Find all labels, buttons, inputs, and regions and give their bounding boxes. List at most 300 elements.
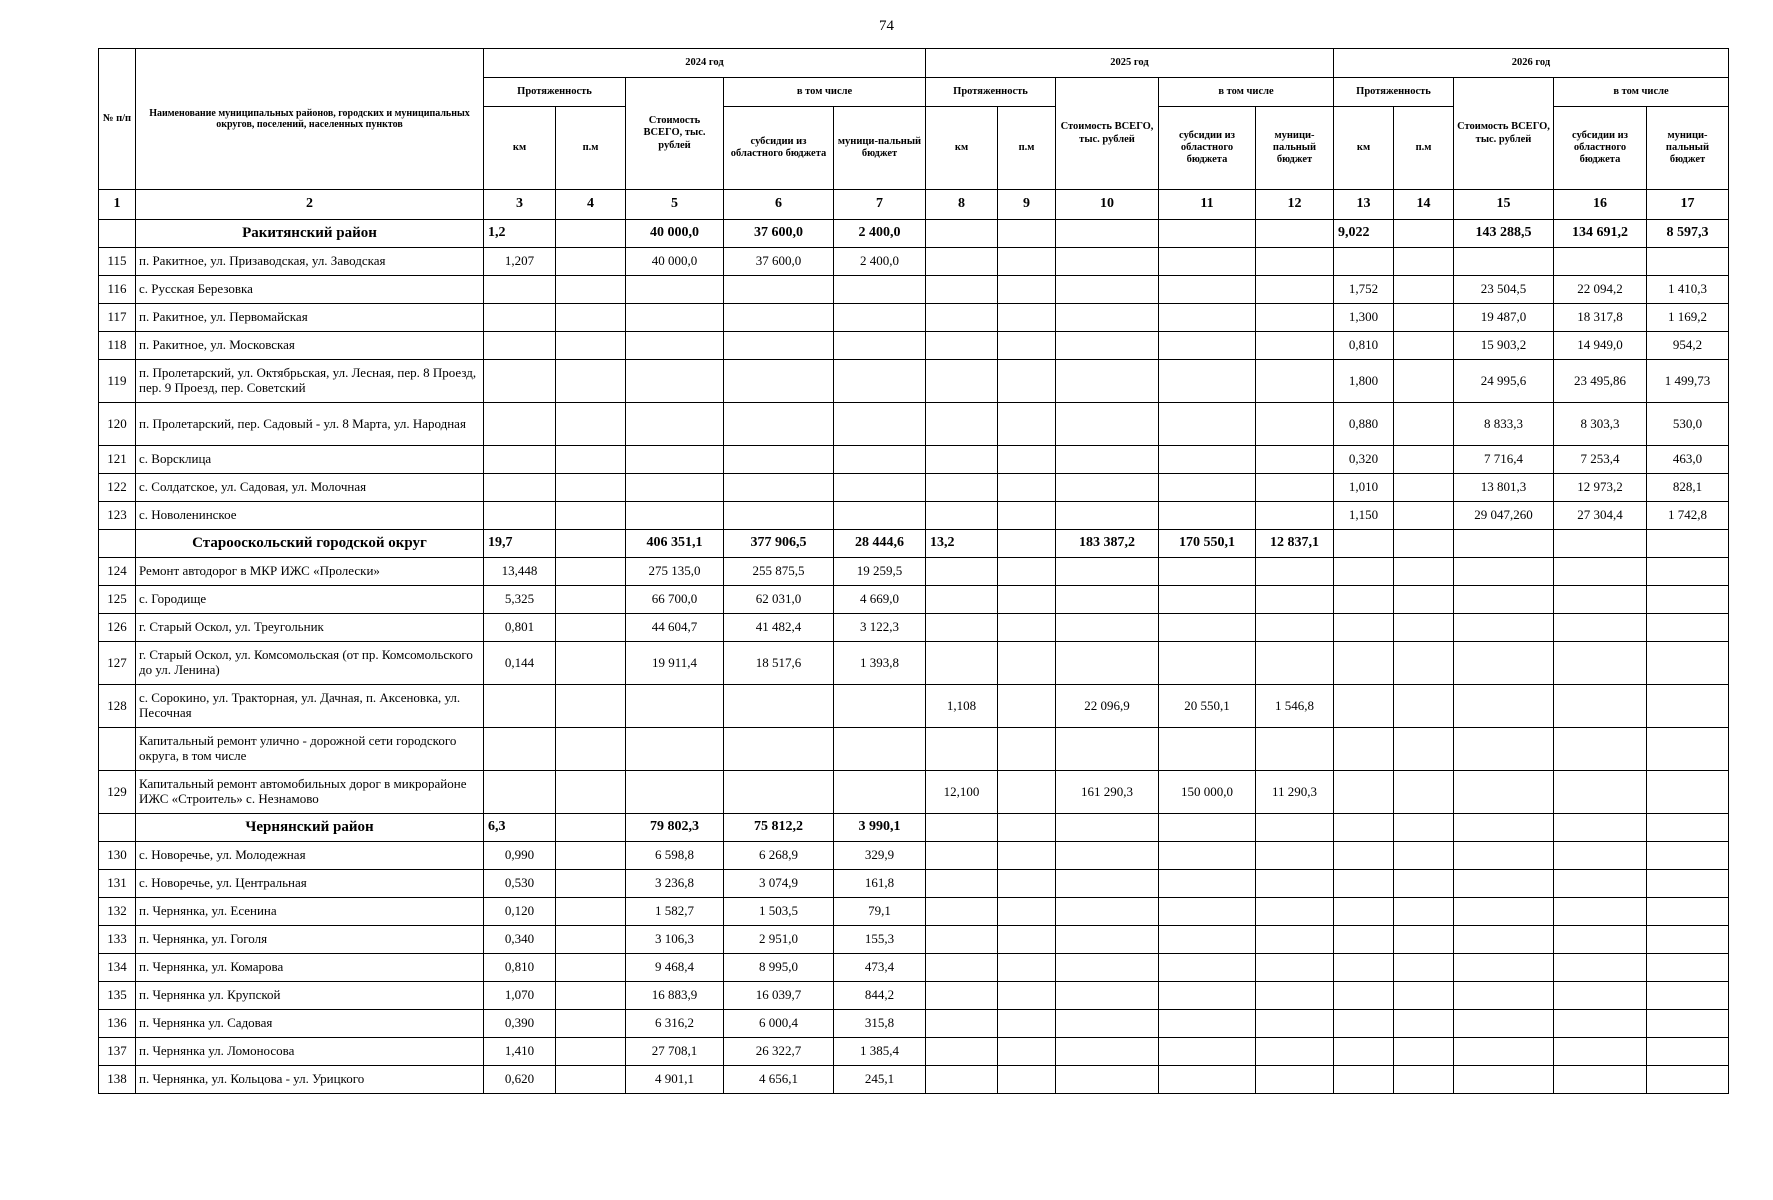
value-cell: [1256, 642, 1334, 685]
value-cell: [1256, 898, 1334, 926]
value-cell: [1056, 870, 1159, 898]
value-cell: 170 550,1: [1159, 530, 1256, 558]
table-row: [99, 954, 1729, 982]
value-cell: 1 385,4: [834, 1038, 926, 1066]
value-cell: 26 322,7: [724, 1038, 834, 1066]
value-cell: [626, 685, 724, 728]
value-cell: [1554, 558, 1647, 586]
value-cell: 8 995,0: [724, 954, 834, 982]
value-cell: [1647, 558, 1729, 586]
row-number: 122: [99, 474, 136, 502]
municipal-header: муници-пальный бюджет: [834, 107, 926, 190]
value-cell: 406 351,1: [626, 530, 724, 558]
value-cell: [484, 276, 556, 304]
value-cell: [926, 502, 998, 530]
value-cell: 1,410: [484, 1038, 556, 1066]
value-cell: 9,022: [1334, 220, 1394, 248]
value-cell: [1554, 982, 1647, 1010]
value-cell: [1159, 220, 1256, 248]
value-cell: [1394, 1038, 1454, 1066]
value-cell: [556, 1038, 626, 1066]
value-cell: 0,390: [484, 1010, 556, 1038]
value-cell: [1454, 248, 1554, 276]
value-cell: 79,1: [834, 898, 926, 926]
value-cell: [1334, 954, 1394, 982]
value-cell: 183 387,2: [1056, 530, 1159, 558]
value-cell: [1647, 814, 1729, 842]
value-cell: 44 604,7: [626, 614, 724, 642]
value-cell: [556, 502, 626, 530]
value-cell: 0,810: [484, 954, 556, 982]
row-number: 123: [99, 502, 136, 530]
length-header: Протяженность: [1334, 78, 1454, 107]
value-cell: [1647, 642, 1729, 685]
value-cell: [1334, 685, 1394, 728]
value-cell: [998, 558, 1056, 586]
value-cell: [1256, 1038, 1334, 1066]
value-cell: [834, 685, 926, 728]
value-cell: 0,801: [484, 614, 556, 642]
value-cell: [1056, 614, 1159, 642]
value-cell: [1334, 642, 1394, 685]
value-cell: [1056, 982, 1159, 1010]
table-row: [99, 360, 1729, 403]
including-header: в том числе: [724, 78, 926, 107]
column-number: 9: [998, 190, 1056, 220]
value-cell: 37 600,0: [724, 220, 834, 248]
value-cell: 161 290,3: [1056, 771, 1159, 814]
value-cell: [1056, 332, 1159, 360]
table-row: [99, 276, 1729, 304]
value-cell: [1056, 220, 1159, 248]
value-cell: [998, 814, 1056, 842]
value-cell: [1159, 276, 1256, 304]
value-cell: [998, 248, 1056, 276]
table-row: [99, 614, 1729, 642]
value-cell: 245,1: [834, 1066, 926, 1094]
location-name: Капитальный ремонт улично - дорожной сети городского округа, в том числе: [136, 728, 484, 771]
value-cell: [556, 771, 626, 814]
value-cell: 4 656,1: [724, 1066, 834, 1094]
value-cell: [1454, 954, 1554, 982]
value-cell: 13,448: [484, 558, 556, 586]
value-cell: 11 290,3: [1256, 771, 1334, 814]
value-cell: [1056, 1038, 1159, 1066]
value-cell: [1394, 360, 1454, 403]
table-row: [99, 1066, 1729, 1094]
value-cell: 155,3: [834, 926, 926, 954]
value-cell: 1 169,2: [1647, 304, 1729, 332]
value-cell: [1256, 842, 1334, 870]
value-cell: [926, 1066, 998, 1094]
value-cell: [1454, 1038, 1554, 1066]
value-cell: 5,325: [484, 586, 556, 614]
value-cell: [556, 474, 626, 502]
name-header: Наименование муниципальных районов, городских и муниципальных округов, поселений, населенных пунктов: [136, 49, 484, 190]
value-cell: 75 812,2: [724, 814, 834, 842]
value-cell: 275 135,0: [626, 558, 724, 586]
value-cell: [484, 728, 556, 771]
value-cell: [1159, 614, 1256, 642]
value-cell: [1159, 502, 1256, 530]
value-cell: 1 582,7: [626, 898, 724, 926]
value-cell: [556, 360, 626, 403]
value-cell: [724, 502, 834, 530]
km-header: км: [926, 107, 998, 190]
value-cell: [1394, 814, 1454, 842]
value-cell: [1159, 982, 1256, 1010]
value-cell: [1554, 870, 1647, 898]
value-cell: [626, 728, 724, 771]
value-cell: [1647, 926, 1729, 954]
value-cell: [926, 898, 998, 926]
location-name: Ремонт автодорог в МКР ИЖС «Пролески»: [136, 558, 484, 586]
value-cell: [626, 332, 724, 360]
value-cell: [626, 771, 724, 814]
value-cell: [1394, 304, 1454, 332]
location-name: с. Городище: [136, 586, 484, 614]
value-cell: [998, 403, 1056, 446]
value-cell: [1394, 530, 1454, 558]
value-cell: [1647, 614, 1729, 642]
column-number: 2: [136, 190, 484, 220]
value-cell: [1334, 1066, 1394, 1094]
value-cell: [998, 1066, 1056, 1094]
district-name: Чернянский район: [136, 814, 484, 842]
year-2025-header: 2025 год: [926, 49, 1334, 78]
table-row: [99, 685, 1729, 728]
value-cell: [998, 220, 1056, 248]
value-cell: [1394, 1066, 1454, 1094]
value-cell: [1056, 1066, 1159, 1094]
value-cell: [626, 446, 724, 474]
value-cell: [1394, 332, 1454, 360]
value-cell: [1454, 614, 1554, 642]
value-cell: 3 074,9: [724, 870, 834, 898]
location-name: с. Русская Березовка: [136, 276, 484, 304]
value-cell: [1056, 814, 1159, 842]
value-cell: [1334, 530, 1394, 558]
column-number: 3: [484, 190, 556, 220]
value-cell: [1334, 814, 1394, 842]
value-cell: [1334, 842, 1394, 870]
column-number: 12: [1256, 190, 1334, 220]
value-cell: [1256, 870, 1334, 898]
value-cell: [1256, 403, 1334, 446]
column-number: 10: [1056, 190, 1159, 220]
value-cell: 530,0: [1647, 403, 1729, 446]
value-cell: [926, 842, 998, 870]
value-cell: 62 031,0: [724, 586, 834, 614]
value-cell: [998, 926, 1056, 954]
value-cell: [998, 332, 1056, 360]
value-cell: 23 495,86: [1554, 360, 1647, 403]
value-cell: [834, 502, 926, 530]
row-number: [99, 728, 136, 771]
table-row: [99, 1038, 1729, 1066]
value-cell: [926, 586, 998, 614]
value-cell: [834, 728, 926, 771]
location-name: с. Ворсклица: [136, 446, 484, 474]
value-cell: 1,752: [1334, 276, 1394, 304]
value-cell: [556, 982, 626, 1010]
value-cell: [998, 685, 1056, 728]
value-cell: 6 268,9: [724, 842, 834, 870]
value-cell: 1 410,3: [1647, 276, 1729, 304]
value-cell: [1256, 814, 1334, 842]
value-cell: [1554, 1038, 1647, 1066]
value-cell: [556, 685, 626, 728]
value-cell: [626, 360, 724, 403]
including-header: в том числе: [1554, 78, 1729, 107]
location-name: п. Чернянка ул. Ломоносова: [136, 1038, 484, 1066]
value-cell: [1334, 982, 1394, 1010]
value-cell: 150 000,0: [1159, 771, 1256, 814]
table-row: [99, 1010, 1729, 1038]
value-cell: [1256, 926, 1334, 954]
value-cell: 1,070: [484, 982, 556, 1010]
value-cell: [1647, 1010, 1729, 1038]
value-cell: [1394, 502, 1454, 530]
value-cell: [1056, 728, 1159, 771]
value-cell: [484, 403, 556, 446]
value-cell: [1159, 360, 1256, 403]
value-cell: [1159, 898, 1256, 926]
value-cell: 40 000,0: [626, 248, 724, 276]
value-cell: [1334, 898, 1394, 926]
table-row: [99, 982, 1729, 1010]
value-cell: 0,880: [1334, 403, 1394, 446]
row-number: 137: [99, 1038, 136, 1066]
row-number: 129: [99, 771, 136, 814]
value-cell: 0,120: [484, 898, 556, 926]
value-cell: [834, 304, 926, 332]
page-number: 74: [879, 18, 894, 34]
location-name: п. Ракитное, ул. Призаводская, ул. Заводская: [136, 248, 484, 276]
row-number: 119: [99, 360, 136, 403]
value-cell: [1159, 926, 1256, 954]
value-cell: 1,207: [484, 248, 556, 276]
value-cell: [1394, 870, 1454, 898]
subsidy-header: субсидии из областного бюджета: [1159, 107, 1256, 190]
value-cell: 19,7: [484, 530, 556, 558]
value-cell: [724, 276, 834, 304]
value-cell: 0,620: [484, 1066, 556, 1094]
value-cell: [484, 685, 556, 728]
value-cell: [998, 360, 1056, 403]
table-row: [99, 926, 1729, 954]
value-cell: [926, 332, 998, 360]
value-cell: [1256, 614, 1334, 642]
district-name: Ракитянский район: [136, 220, 484, 248]
value-cell: 1,2: [484, 220, 556, 248]
value-cell: [1394, 276, 1454, 304]
value-cell: 40 000,0: [626, 220, 724, 248]
value-cell: [1554, 1010, 1647, 1038]
value-cell: [556, 332, 626, 360]
value-cell: [1056, 446, 1159, 474]
value-cell: [998, 1010, 1056, 1038]
row-number: 132: [99, 898, 136, 926]
value-cell: [556, 304, 626, 332]
value-cell: [834, 474, 926, 502]
value-cell: [1394, 926, 1454, 954]
value-cell: [1256, 1010, 1334, 1038]
table-row: [99, 332, 1729, 360]
including-header: в том числе: [1159, 78, 1334, 107]
value-cell: [1056, 360, 1159, 403]
value-cell: [556, 926, 626, 954]
location-name: п. Ракитное, ул. Московская: [136, 332, 484, 360]
value-cell: [1394, 403, 1454, 446]
value-cell: 1 503,5: [724, 898, 834, 926]
value-cell: [1334, 614, 1394, 642]
value-cell: 41 482,4: [724, 614, 834, 642]
value-cell: 16 883,9: [626, 982, 724, 1010]
value-cell: [1334, 926, 1394, 954]
table-row: [99, 728, 1729, 771]
value-cell: [1159, 558, 1256, 586]
year-2024-header: 2024 год: [484, 49, 926, 78]
district-name: Старооскольский городской округ: [136, 530, 484, 558]
location-name: п. Чернянка, ул. Гоголя: [136, 926, 484, 954]
value-cell: [484, 446, 556, 474]
value-cell: 954,2: [1647, 332, 1729, 360]
value-cell: [834, 403, 926, 446]
road-repair-table: [98, 48, 1729, 1094]
row-number: 117: [99, 304, 136, 332]
value-cell: [1647, 842, 1729, 870]
value-cell: [1554, 614, 1647, 642]
value-cell: [484, 360, 556, 403]
value-cell: [556, 642, 626, 685]
value-cell: 18 317,8: [1554, 304, 1647, 332]
value-cell: 6 316,2: [626, 1010, 724, 1038]
location-name: п. Пролетарский, пер. Садовый - ул. 8 Марта, ул. Народная: [136, 403, 484, 446]
length-header: Протяженность: [484, 78, 626, 107]
column-number: 15: [1454, 190, 1554, 220]
value-cell: 2 400,0: [834, 248, 926, 276]
value-cell: [998, 1038, 1056, 1066]
value-cell: [998, 898, 1056, 926]
value-cell: [484, 332, 556, 360]
value-cell: [1256, 558, 1334, 586]
value-cell: [926, 614, 998, 642]
value-cell: [1454, 685, 1554, 728]
value-cell: 23 504,5: [1454, 276, 1554, 304]
value-cell: [626, 474, 724, 502]
value-cell: [484, 304, 556, 332]
value-cell: [926, 474, 998, 502]
value-cell: [1454, 982, 1554, 1010]
value-cell: [1056, 642, 1159, 685]
value-cell: [1159, 642, 1256, 685]
value-cell: [1454, 814, 1554, 842]
value-cell: [1394, 685, 1454, 728]
table-row: [99, 642, 1729, 685]
value-cell: [556, 954, 626, 982]
value-cell: 37 600,0: [724, 248, 834, 276]
value-cell: [926, 360, 998, 403]
value-cell: [1394, 771, 1454, 814]
value-cell: 24 995,6: [1454, 360, 1554, 403]
value-cell: [1159, 248, 1256, 276]
value-cell: [1256, 1066, 1334, 1094]
value-cell: 3 236,8: [626, 870, 724, 898]
pm-header: п.м: [556, 107, 626, 190]
value-cell: [1647, 248, 1729, 276]
value-cell: [926, 642, 998, 685]
value-cell: [926, 304, 998, 332]
value-cell: [1159, 1010, 1256, 1038]
value-cell: [1334, 558, 1394, 586]
value-cell: [998, 954, 1056, 982]
value-cell: 1,800: [1334, 360, 1394, 403]
value-cell: [926, 1010, 998, 1038]
value-cell: [1554, 248, 1647, 276]
value-cell: [724, 685, 834, 728]
value-cell: 1 742,8: [1647, 502, 1729, 530]
column-number: 6: [724, 190, 834, 220]
value-cell: [556, 842, 626, 870]
value-cell: 79 802,3: [626, 814, 724, 842]
value-cell: [926, 446, 998, 474]
value-cell: [1334, 248, 1394, 276]
value-cell: [1256, 446, 1334, 474]
value-cell: [1454, 586, 1554, 614]
value-cell: [1056, 558, 1159, 586]
location-name: п. Ракитное, ул. Первомайская: [136, 304, 484, 332]
value-cell: [1256, 304, 1334, 332]
location-name: п. Чернянка, ул. Комарова: [136, 954, 484, 982]
row-number: [99, 220, 136, 248]
value-cell: [926, 558, 998, 586]
value-cell: 4 669,0: [834, 586, 926, 614]
value-cell: [1454, 926, 1554, 954]
value-cell: [724, 332, 834, 360]
column-number: 11: [1159, 190, 1256, 220]
value-cell: [1454, 898, 1554, 926]
value-cell: 134 691,2: [1554, 220, 1647, 248]
column-number: 7: [834, 190, 926, 220]
value-cell: 0,144: [484, 642, 556, 685]
value-cell: [1159, 814, 1256, 842]
value-cell: 6 598,8: [626, 842, 724, 870]
subsidy-header: субсидии из областного бюджета: [724, 107, 834, 190]
value-cell: 27 304,4: [1554, 502, 1647, 530]
value-cell: 7 253,4: [1554, 446, 1647, 474]
column-number: 5: [626, 190, 724, 220]
value-cell: 28 444,6: [834, 530, 926, 558]
value-cell: [1647, 685, 1729, 728]
district-row: [99, 220, 1729, 248]
value-cell: [1647, 586, 1729, 614]
value-cell: 2 951,0: [724, 926, 834, 954]
value-cell: 12,100: [926, 771, 998, 814]
value-cell: [1554, 926, 1647, 954]
value-cell: [1554, 586, 1647, 614]
value-cell: 161,8: [834, 870, 926, 898]
value-cell: [1256, 982, 1334, 1010]
value-cell: 1,010: [1334, 474, 1394, 502]
pm-header: п.м: [1394, 107, 1454, 190]
value-cell: [556, 1010, 626, 1038]
table-row: [99, 403, 1729, 446]
value-cell: [1647, 728, 1729, 771]
value-cell: [834, 771, 926, 814]
value-cell: [484, 771, 556, 814]
value-cell: [1334, 870, 1394, 898]
